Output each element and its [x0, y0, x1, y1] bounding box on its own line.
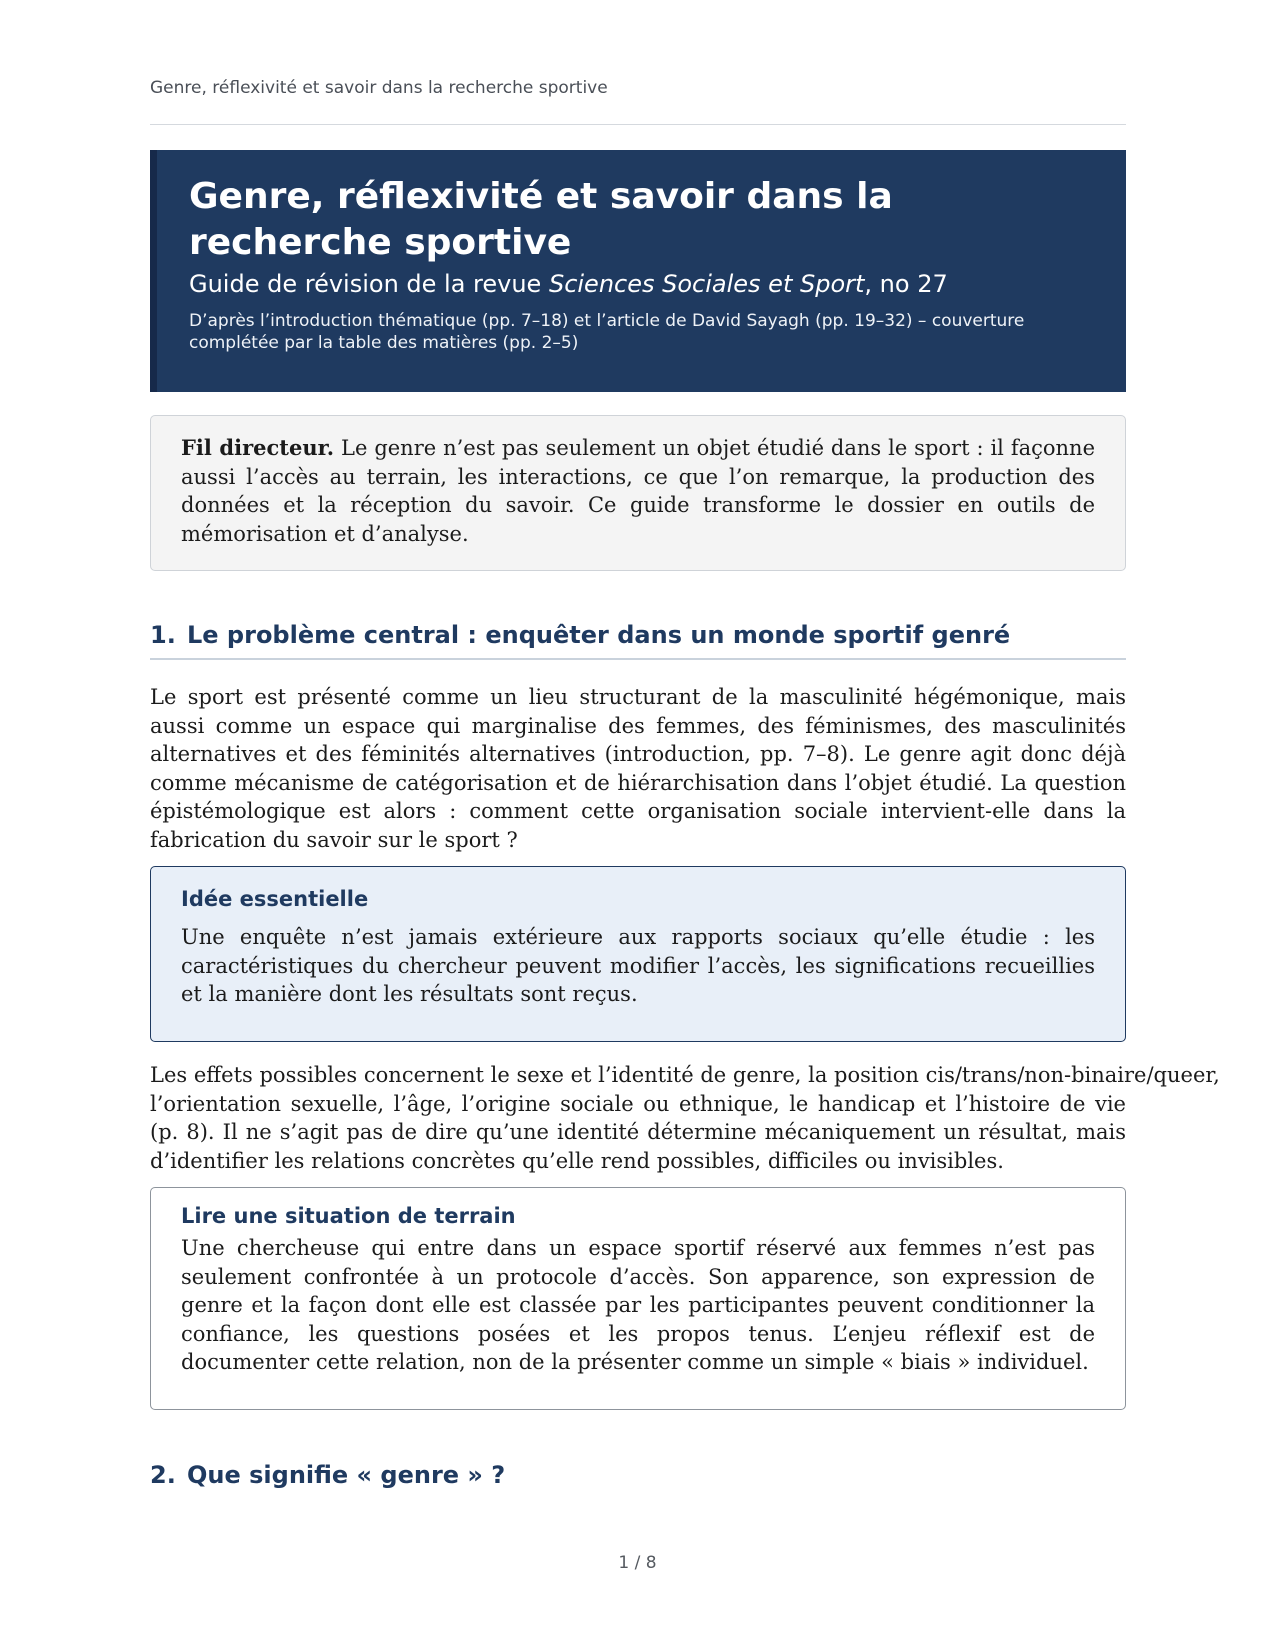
key-idea-box [150, 866, 1126, 1042]
section-1-title: Le problème central : enquêter dans un monde sportif genré [187, 621, 1011, 649]
section-2-title: Que signifie « genre » ? [187, 1461, 506, 1489]
section-1-paragraph-1: Le sport est présenté comme un lieu structurant de la masculinité hégémonique, mais aussi comme un espace qui marginalise des femmes, des féminismes, des masculinités alternatives et des féminités alternatives (introduction, pp. 7–8). Le genre agit donc déjà comme mécanisme de catégorisation et de hiérarchisation dans l’objet étudié. La question épistémologique est alors : comment cette organisation sociale intervient-elle dans la fabrication du savoir sur le sport ? [150, 685, 1126, 852]
lead-box [150, 415, 1126, 571]
section-1-paragraph-2: l’orientation sexuelle, l’âge, l’origine sociale ou ethnique, le handicap et l’histoire de vie (p. 8). Il ne s’agit pas de dire qu’une identité détermine mécaniquement un résultat, mais d’identifier les relations concrètes qu’elle rend possibles, difficiles ou invisibles. [150, 1091, 1126, 1173]
title-banner [150, 150, 1126, 392]
section-1-divider [150, 658, 1126, 660]
source-note: D’après l’introduction thématique (pp. 7–18) et l’article de David Sayagh (pp. 19–32) – couverture complétée par la table des matières (pp. 2–5) [189, 311, 1025, 353]
section-1-heading [150, 621, 1126, 649]
key-idea-text: Une enquête n’est jamais extérieure aux rapports sociaux qu’elle étudie : les caractéristiques du chercheur peuvent modifier l’accès, les significations recueillies et la manière dont les résultats sont reçus. [181, 925, 1095, 1006]
field-situation-box [150, 1187, 1126, 1410]
lead-label: Fil directeur. [181, 435, 335, 460]
header-divider [150, 124, 1126, 125]
running-header: Genre, réflexivité et savoir dans la recherche sportive [150, 78, 608, 98]
field-situation-title: Lire une situation de terrain [181, 1204, 516, 1228]
lead-text: Le genre n’est pas seulement un objet étudié dans le sport : il façonne aussi l’accès au terrain, les interactions, ce que l’on remarque, la production des données et la réception du savoir. Ce guide transforme le dossier en outils de mémorisation et d’analyse. [181, 436, 1095, 546]
section-1-number: 1. [150, 621, 176, 649]
section-2-number: 2. [150, 1461, 176, 1489]
journal-name: Sciences Sociales et Sport [548, 270, 865, 298]
section-2-heading [150, 1461, 1126, 1489]
section-1-paragraph-2-first-line: Les effets possibles concernent le sexe et l’identité de genre, la position cis/trans/non-binaire/queer, [150, 1063, 1220, 1087]
subtitle-suffix: , no 27 [864, 270, 948, 298]
page-number: 1 / 8 [618, 1553, 657, 1573]
document-subtitle [189, 268, 1094, 300]
subtitle-prefix: Guide de révision de la revue [189, 270, 549, 298]
key-idea-title: Idée essentielle [181, 887, 369, 911]
document-title: Genre, réflexivité et savoir dans la recherche sportive [189, 176, 893, 263]
field-situation-text: Une chercheuse qui entre dans un espace sportif réservé aux femmes n’est pas seulement confrontée à un protocole d’accès. Son apparence, son expression de genre et la façon dont elle est classée par les participantes peuvent conditionner la confiance, les questions posées et les propos tenus. L’enjeu réflexif est de documenter cette relation, non de la présenter comme un simple « biais » individuel. [181, 1236, 1095, 1374]
